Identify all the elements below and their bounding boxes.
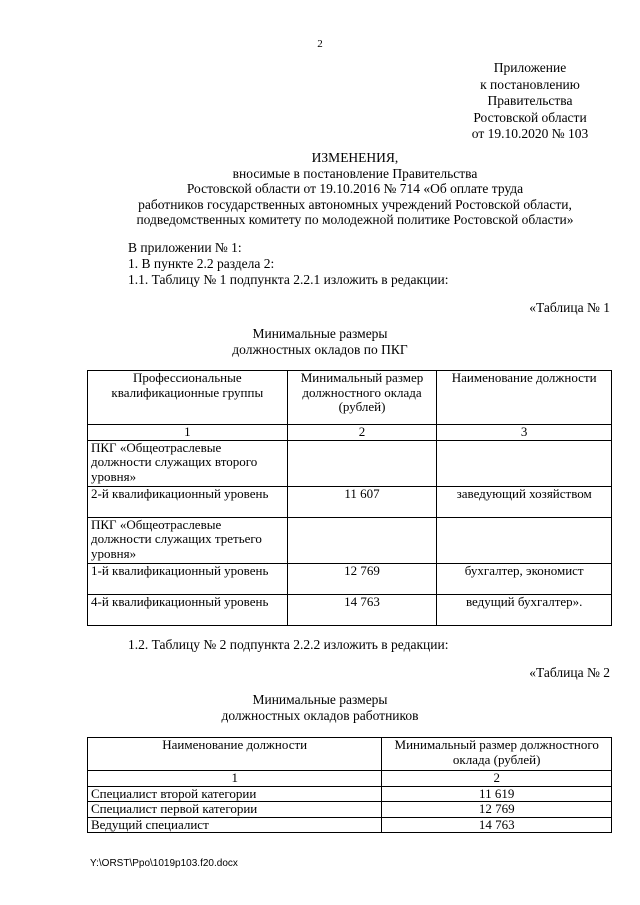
table-header-cell: Профессиональные квалификационные группы (88, 371, 288, 425)
table-header-cell: Минимальный размер должностного оклада (рублей) (382, 738, 612, 771)
table-cell: 1-й квалификационный уровень (88, 563, 288, 594)
table-header-row (88, 371, 612, 425)
table-cell: 3 (437, 425, 612, 441)
table-cell: 14 763 (382, 817, 612, 833)
table1 (87, 370, 612, 626)
table-row (88, 802, 612, 818)
table-row (88, 486, 612, 517)
table-cell: 2-й квалификационный уровень (88, 486, 288, 517)
table-header-row (88, 738, 612, 771)
caption-line: должностных окладов по ПКГ (232, 342, 408, 357)
page-number: 2 (317, 38, 323, 50)
table-row (88, 517, 612, 563)
title-line: Ростовской области от 19.10.2016 № 714 «Об оплате труда (186, 181, 524, 196)
paragraph-item-1-1: 1.1. Таблицу № 1 подпункта 2.2.1 изложить в редакции: (128, 272, 449, 287)
appendix-block (440, 60, 620, 143)
table-cell: 1 (88, 771, 382, 787)
table-row (88, 563, 612, 594)
table-cell (287, 440, 437, 486)
caption-line: Минимальные размеры (252, 326, 388, 341)
appendix-line: Приложение (493, 60, 567, 75)
table-number-row (88, 425, 612, 441)
table-cell: ПКГ «Общеотраслевые должности служащих второго уровня» (88, 440, 288, 486)
table-cell (287, 517, 437, 563)
table-cell: Специалист второй категории (88, 786, 382, 802)
table-cell: Специалист первой категории (88, 802, 382, 818)
table2 (87, 737, 612, 833)
table-cell: заведующий хозяйством (437, 486, 612, 517)
table-row (88, 440, 612, 486)
table1-label: «Таблица № 1 (529, 300, 610, 315)
table-header-cell: Наименование должности (437, 371, 612, 425)
table-cell: ведущий бухгалтер». (437, 594, 612, 625)
table-cell: 11 607 (287, 486, 437, 517)
table-cell: 4-й квалификационный уровень (88, 594, 288, 625)
document-title (70, 150, 640, 228)
table-row (88, 786, 612, 802)
appendix-line: Ростовской области (473, 109, 587, 125)
table-cell: 2 (287, 425, 437, 441)
table-row (88, 594, 612, 625)
table-cell: 14 763 (287, 594, 437, 625)
table1-caption (0, 326, 640, 358)
caption-line: должностных окладов работников (221, 708, 419, 723)
table-cell: Ведущий специалист (88, 817, 382, 833)
table-header-cell: Минимальный размер должностного оклада (рублей) (287, 371, 437, 425)
table-cell: 2 (382, 771, 612, 787)
title-line: подведомственных комитету по молодежной политике Ростовской области» (136, 212, 574, 227)
table-cell: 12 769 (382, 802, 612, 818)
paragraph-appendix: В приложении № 1: (128, 240, 242, 255)
table-row (88, 817, 612, 833)
table-number-row (88, 771, 612, 787)
table-cell (437, 440, 612, 486)
table-cell: 12 769 (287, 563, 437, 594)
table-cell: ПКГ «Общеотраслевые должности служащих третьего уровня» (88, 517, 288, 563)
table-cell: 1 (88, 425, 288, 441)
appendix-line: Правительства (487, 93, 573, 108)
caption-line: Минимальные размеры (252, 692, 388, 707)
table-header-cell: Наименование должности (88, 738, 382, 771)
footer-filepath: Y:\ORST\Ppo\1019p103.f20.docx (90, 858, 238, 869)
table-cell: 11 619 (382, 786, 612, 802)
table2-label: «Таблица № 2 (529, 665, 610, 680)
title-heading: ИЗМЕНЕНИЯ, (311, 150, 399, 165)
paragraph-item-1: 1. В пункте 2.2 раздела 2: (128, 256, 275, 271)
table-cell: бухгалтер, экономист (437, 563, 612, 594)
title-line: работников государственных автономных учреждений Ростовской области, (138, 196, 572, 212)
paragraph-item-1-2: 1.2. Таблицу № 2 подпункта 2.2.2 изложить в редакции: (128, 637, 449, 652)
table2-caption (0, 692, 640, 724)
appendix-line: от 19.10.2020 № 103 (471, 126, 589, 141)
appendix-line: к постановлению (480, 76, 580, 92)
title-line: вносимые в постановление Правительства (232, 165, 478, 181)
table-cell (437, 517, 612, 563)
